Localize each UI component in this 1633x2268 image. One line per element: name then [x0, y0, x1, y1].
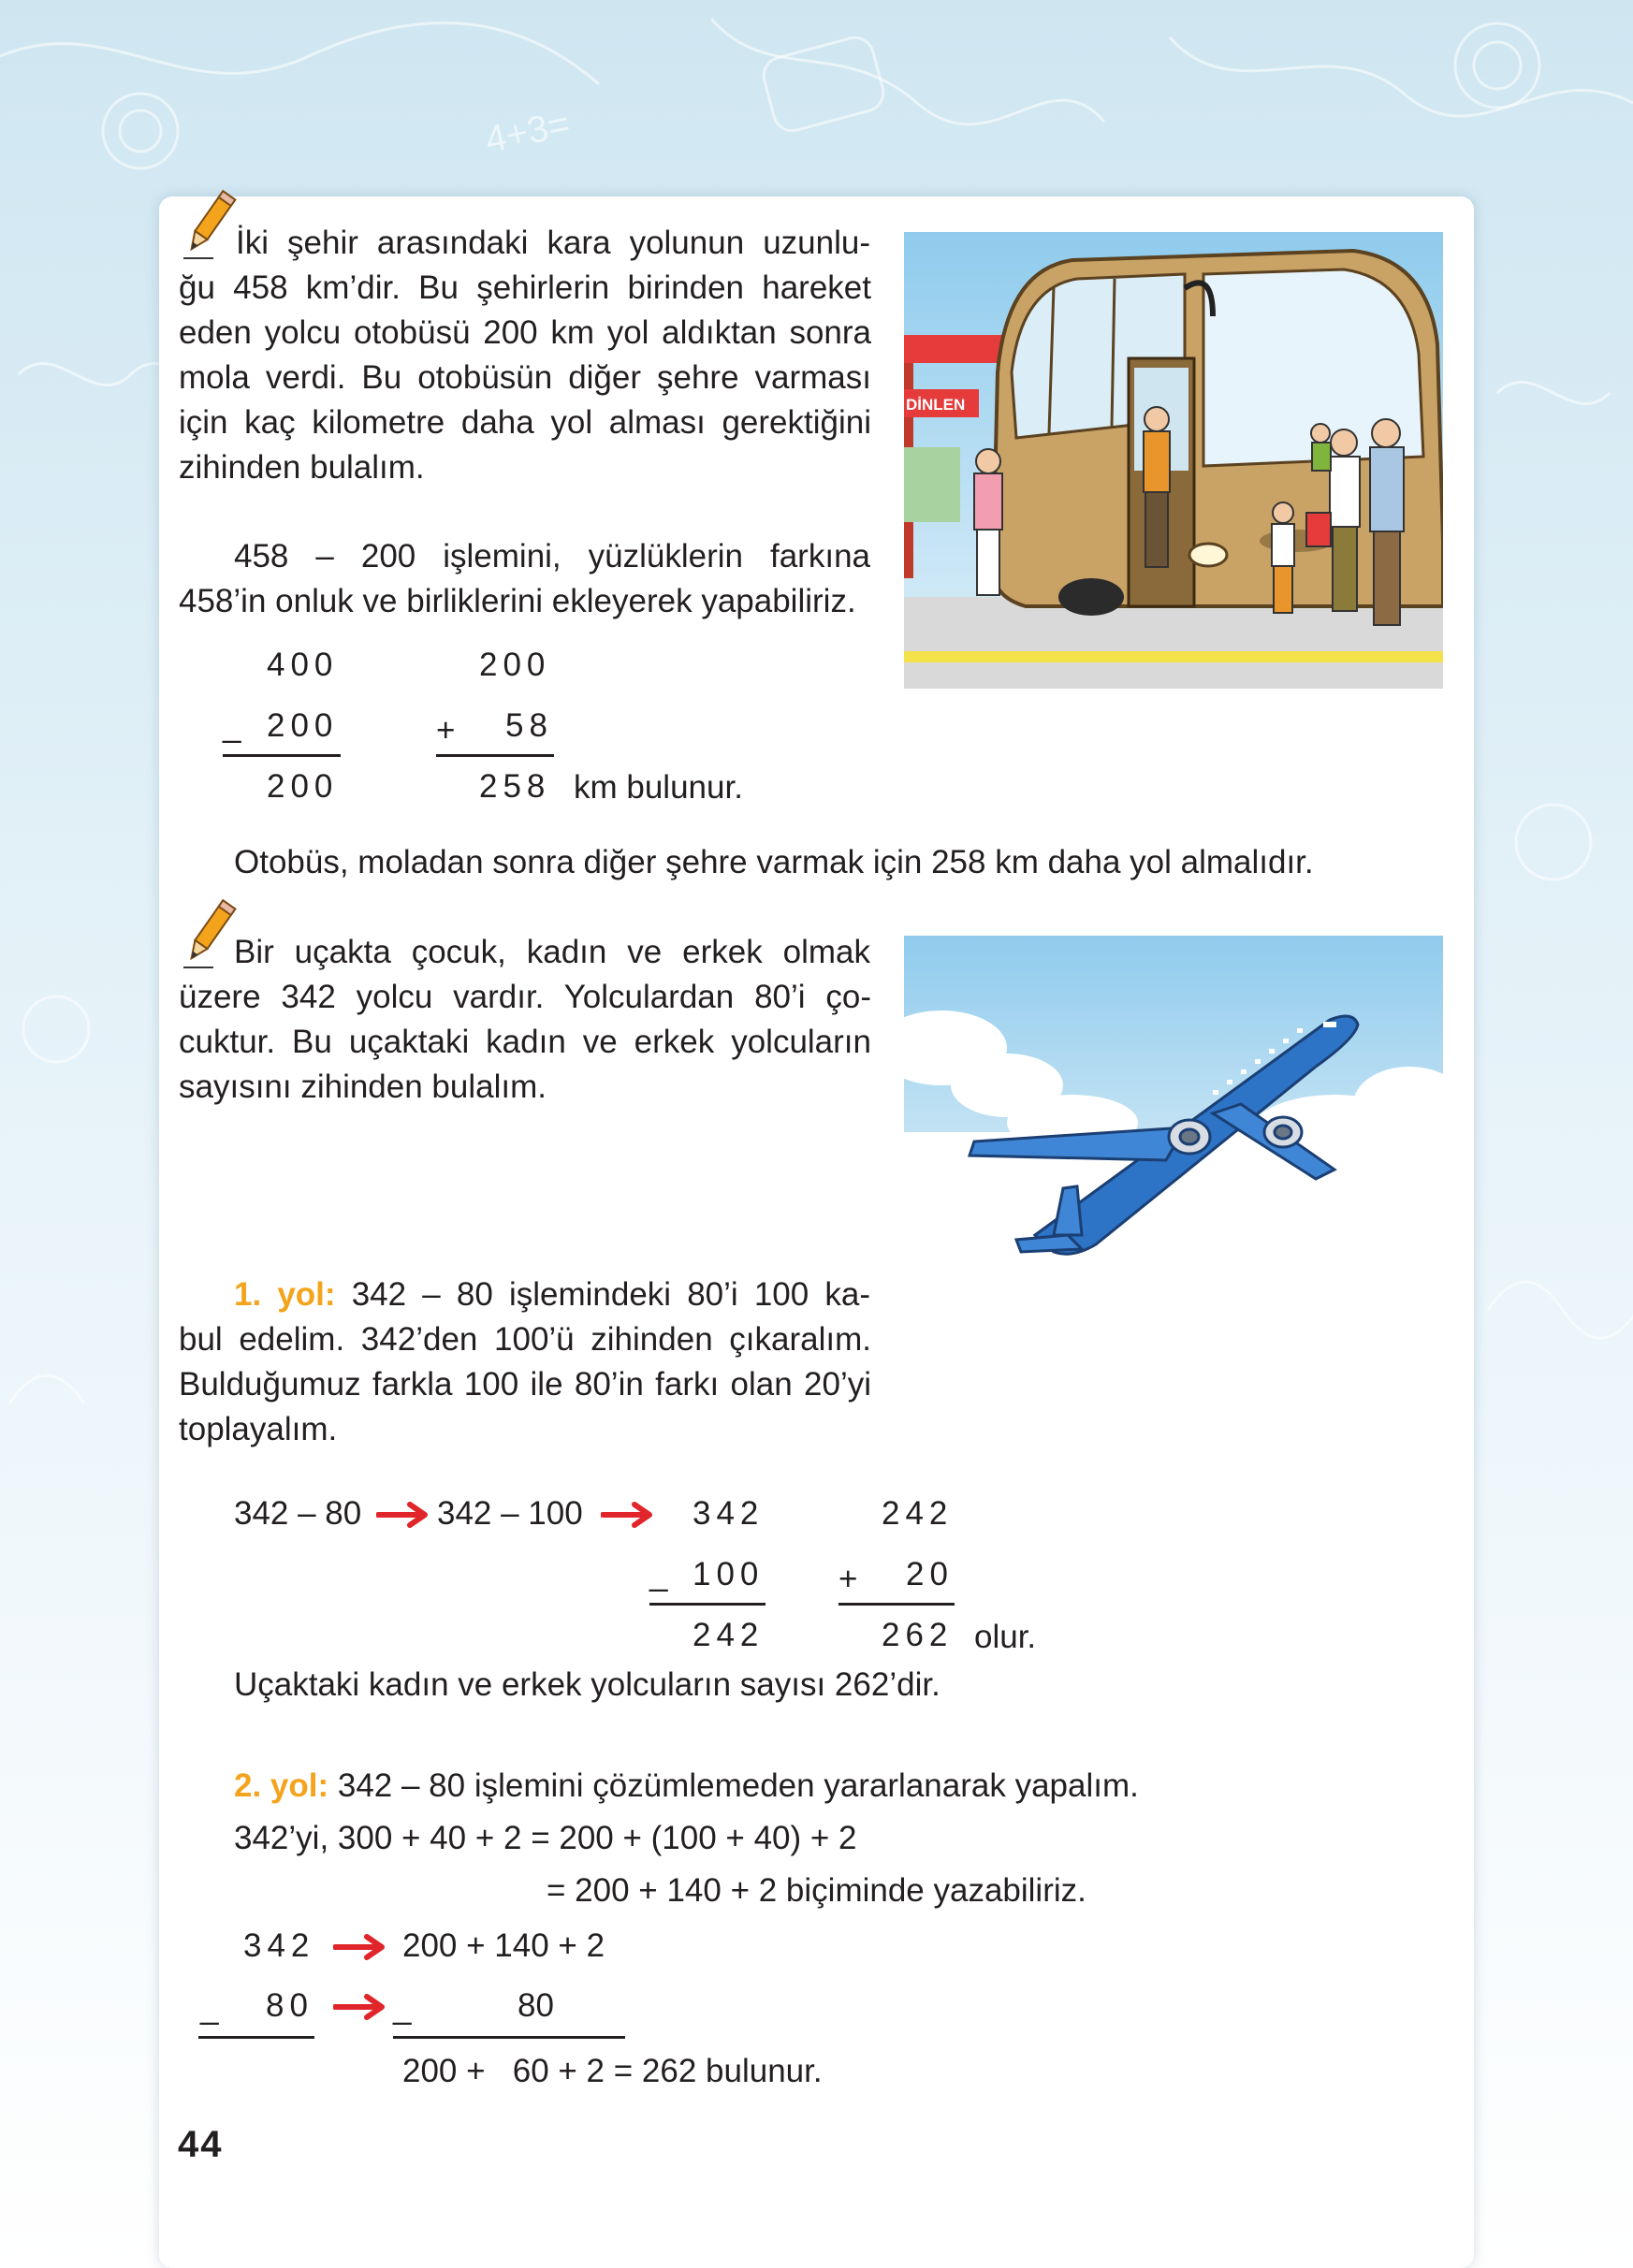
way1-add-suffix: olur.	[974, 1619, 1037, 1655]
problem2-line-4: sayısını zihinden bulalım.	[179, 1069, 547, 1105]
pencil-icon	[176, 187, 241, 262]
problem1-line-4: mola verdi. Bu otobüsün diğer şehre varması	[179, 359, 871, 396]
problem1-line-5: için kaç kilometre daha yol alması gerektiğini	[179, 404, 871, 441]
way2-left-top: 342	[243, 1927, 315, 1964]
red-arrow-icon	[601, 1501, 657, 1529]
problem1-method-line-1: 458 – 200 işlemini, yüzlüklerin farkına	[234, 538, 870, 574]
way1-sub-bottom: 100	[693, 1556, 765, 1592]
problem1-line-1: İki şehir arasındaki kara yolunun uzunlu-	[236, 225, 870, 261]
way1-add-rule	[838, 1603, 955, 1606]
p1-sub-rule	[223, 754, 341, 757]
p1-sub-operator: _	[223, 707, 241, 744]
bg-doodle-text: 4+3=	[481, 103, 575, 162]
bus-station-illustration	[904, 232, 1443, 689]
problem1-conclusion: Otobüs, moladan sonra diğer şehre varmak için 258 km daha yol almalıdır.	[234, 844, 1314, 880]
problem1-method-line-2: 458’in onluk ve birliklerini ekleyerek yapabiliriz.	[179, 583, 856, 619]
way1-line-2: bul edelim. 342’den 100’ü zihinden çıkaralım.	[179, 1321, 871, 1358]
way2-left-bottom: 80	[266, 1987, 313, 2024]
way1-line-3: Bulduğumuz farkla 100 ile 80’in farkı olan 20’yi	[179, 1366, 871, 1403]
way1-expr-1: 342 – 80	[234, 1495, 362, 1532]
way1-sub-result: 242	[693, 1617, 765, 1653]
way1-sub-top: 342	[693, 1495, 765, 1532]
airplane-illustration	[904, 936, 1443, 1366]
way1-add-bottom: 20	[906, 1556, 954, 1592]
way2-line-2: = 200 + 140 + 2 biçiminde yazabiliriz.	[547, 1872, 1086, 1909]
red-arrow-icon	[333, 1993, 389, 2021]
way2-right-bottom: 80	[518, 1987, 554, 2024]
problem1-line-2: ğu 458 km’dir. Bu şehirlerin birinden hareket	[179, 269, 871, 306]
pencil-icon	[176, 896, 241, 971]
p1-sub-bottom: 200	[267, 707, 339, 744]
way2-result: 200 + 60 + 2 = 262 bulunur.	[402, 2053, 823, 2089]
page-number: 44	[178, 2124, 224, 2165]
way2-intro: 342 – 80 işlemini çözümlemeden yararlanarak yapalım.	[337, 1767, 1139, 1804]
way1-sub-rule	[649, 1603, 765, 1606]
problem2-line-3: cuktur. Bu uçaktaki kadın ve erkek yolcuların	[179, 1024, 871, 1060]
way1-add-result: 262	[882, 1617, 954, 1653]
p1-sub-result: 200	[267, 768, 339, 805]
p1-add-top: 200	[479, 647, 551, 683]
way1-add-operator: +	[838, 1561, 858, 1597]
problem2-line-1: Bir uçakta çocuk, kadın ve erkek olmak	[234, 934, 870, 970]
way2-left-rule	[198, 2036, 314, 2039]
way2-line-1: 342’yi, 300 + 40 + 2 = 200 + (100 + 40) + 2	[234, 1820, 857, 1856]
way2-right-top: 200 + 140 + 2	[402, 1927, 605, 1964]
problem1-line-6: zihinden bulalım.	[179, 449, 425, 486]
problem2-line-2: üzere 342 yolcu vardır. Yolculardan 80’i ço-	[179, 979, 871, 1015]
way2-right-rule	[393, 2036, 625, 2039]
way1-add-top: 242	[882, 1495, 954, 1532]
way2-intro-line	[234, 1764, 1139, 1809]
p1-sub-top: 400	[267, 647, 339, 683]
red-arrow-icon	[333, 1933, 389, 1961]
red-arrow-icon	[376, 1501, 432, 1529]
way1-sub-operator: _	[649, 1556, 668, 1592]
p1-add-suffix: km bulunur.	[574, 769, 743, 806]
station-sign-text: DİNLEN	[906, 396, 966, 414]
way2-label: 2. yol:	[234, 1767, 329, 1804]
way2-right-operator: _	[393, 1989, 412, 2026]
way1-line-1	[234, 1272, 870, 1317]
p1-add-bottom: 58	[505, 707, 553, 744]
way1-expr-2: 342 – 100	[437, 1495, 583, 1532]
p1-add-result: 258	[479, 768, 551, 805]
problem1-line-3: eden yolcu otobüsü 200 km yol aldıktan sonra	[179, 314, 871, 351]
way1-label: 1. yol:	[234, 1276, 336, 1313]
p1-add-rule	[436, 754, 554, 757]
way1-conclusion: Uçaktaki kadın ve erkek yolcuların sayısı 262’dir.	[234, 1666, 940, 1703]
way1-line-4: toplayalım.	[179, 1411, 338, 1447]
way1-line-1-text: 342 – 80 işlemindeki 80’i 100 ka-	[351, 1276, 870, 1313]
p1-add-operator: +	[436, 712, 456, 749]
way2-left-operator: _	[200, 1989, 219, 2026]
